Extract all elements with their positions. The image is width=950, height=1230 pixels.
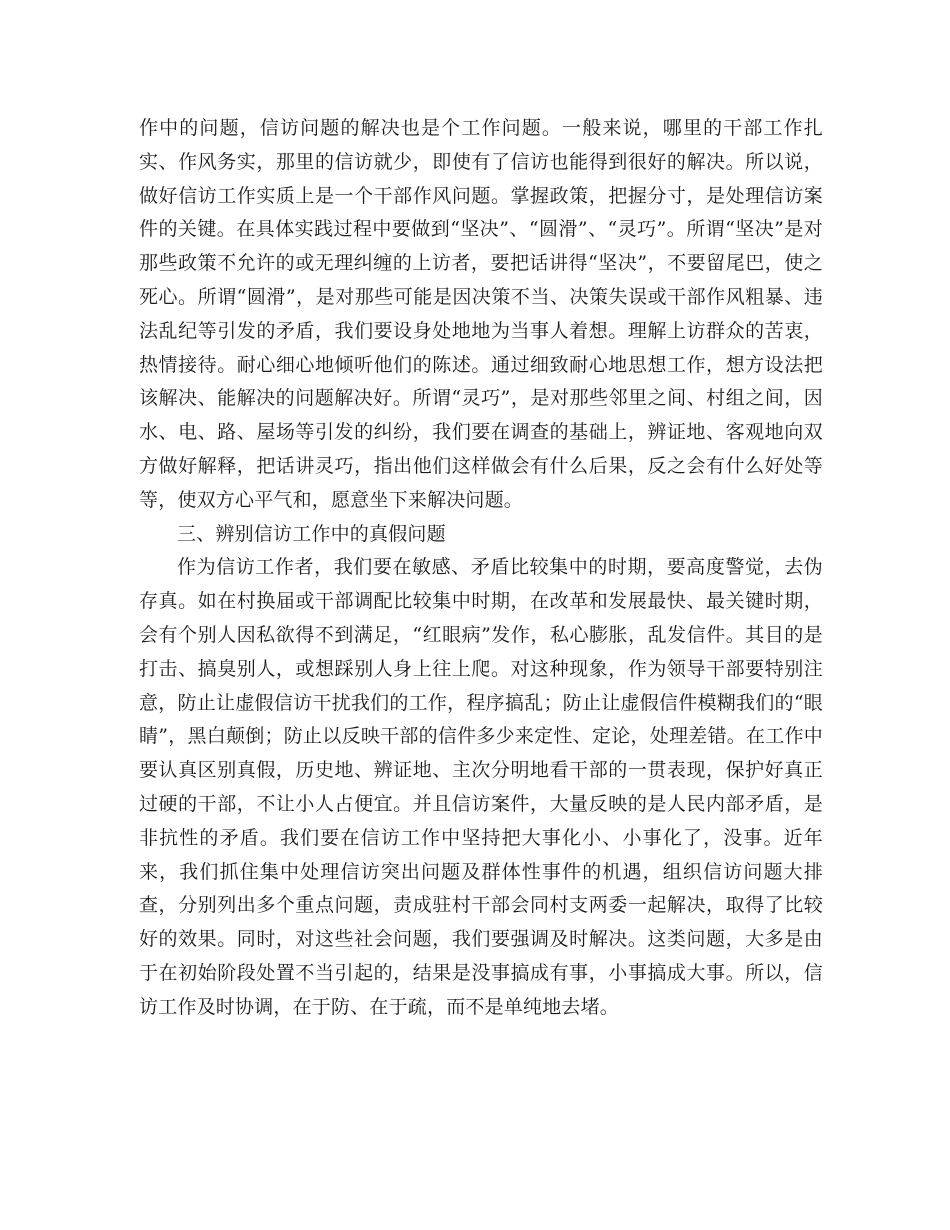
section-heading: 三、辨别信访工作中的真假问题	[177, 522, 446, 545]
paragraph-section-three: 作为信访工作者，我们要在敏感、矛盾比较集中的时期，要高度警觉，去伪存真。如在村换届或干部调配比较集中时期，在改革和发展最快、最关键时期，会有个别人因私欲得不到满足，“红眼病”发作，私心膨胀，乱发信件。其目的是打击、搞臭别人，或想踩别人身上往上爬。对这种现象，作为领导干部要特别注意，防止让虚假信访干扰我们的工作，程序搞乱；防止让虚假信件模糊我们的“眼睛”，黑白颠倒；防止以反映干部的信件多少来定性、定论，处理差错。在工作中要认真区别真假，历史地、辨证地、主次分明地看干部的一贯表现，保护好真正过硬的干部，不让小人占便宜。并且信访案件，大量反映的是人民内部矛盾，是非抗性的矛盾。我们要在信访工作中坚持把大事化小、小事化了，没事。近年来，我们抓住集中处理信访突出问题及群体性事件的机遇，组织信访问题大排查，分别列出多个重点问题，责成驻村干部会同村支两委一起解决，取得了比较好的效果。同时，对这些社会问题，我们要强调及时解决。这类问题，大多是由于在初始阶段处置不当引起的，结果是没事搞成有事，小事搞成大事。所以，信访工作及时协调，在于防、在于疏，而不是单纯地去堵。	[139, 556, 823, 1018]
document-body	[139, 112, 823, 1025]
paragraph-continuation: 作中的问题，信访问题的解决也是个工作问题。一般来说，哪里的干部工作扎实、作风务实，那里的信访就少，即使有了信访也能得到很好的解决。所以说，做好信访工作实质上是一个干部作风问题。掌握政策，把握分寸，是处理信访案件的关键。在具体实践过程中要做到“坚决”、“圆滑”、“灵巧”。所谓“坚决”是对那些政策不允许的或无理纠缠的上访者，要把话讲得“坚决”，不要留尾巴，使之死心。所谓“圆滑”，是对那些可能是因决策不当、决策失误或干部作风粗暴、违法乱纪等引发的矛盾，我们要设身处地地为当事人着想。理解上访群众的苦衷，热情接待。耐心细心地倾听他们的陈述。通过细致耐心地思想工作，想方设法把该解决、能解决的问题解决好。所谓“灵巧”，是对那些邻里之间、村组之间，因水、电、路、屋场等引发的纠纷，我们要在调查的基础上，辨证地、客观地向双方做好解释，把话讲灵巧，指出他们这样做会有什么后果，反之会有什么好处等等，使双方心平气和，愿意坐下来解决问题。	[139, 117, 823, 511]
